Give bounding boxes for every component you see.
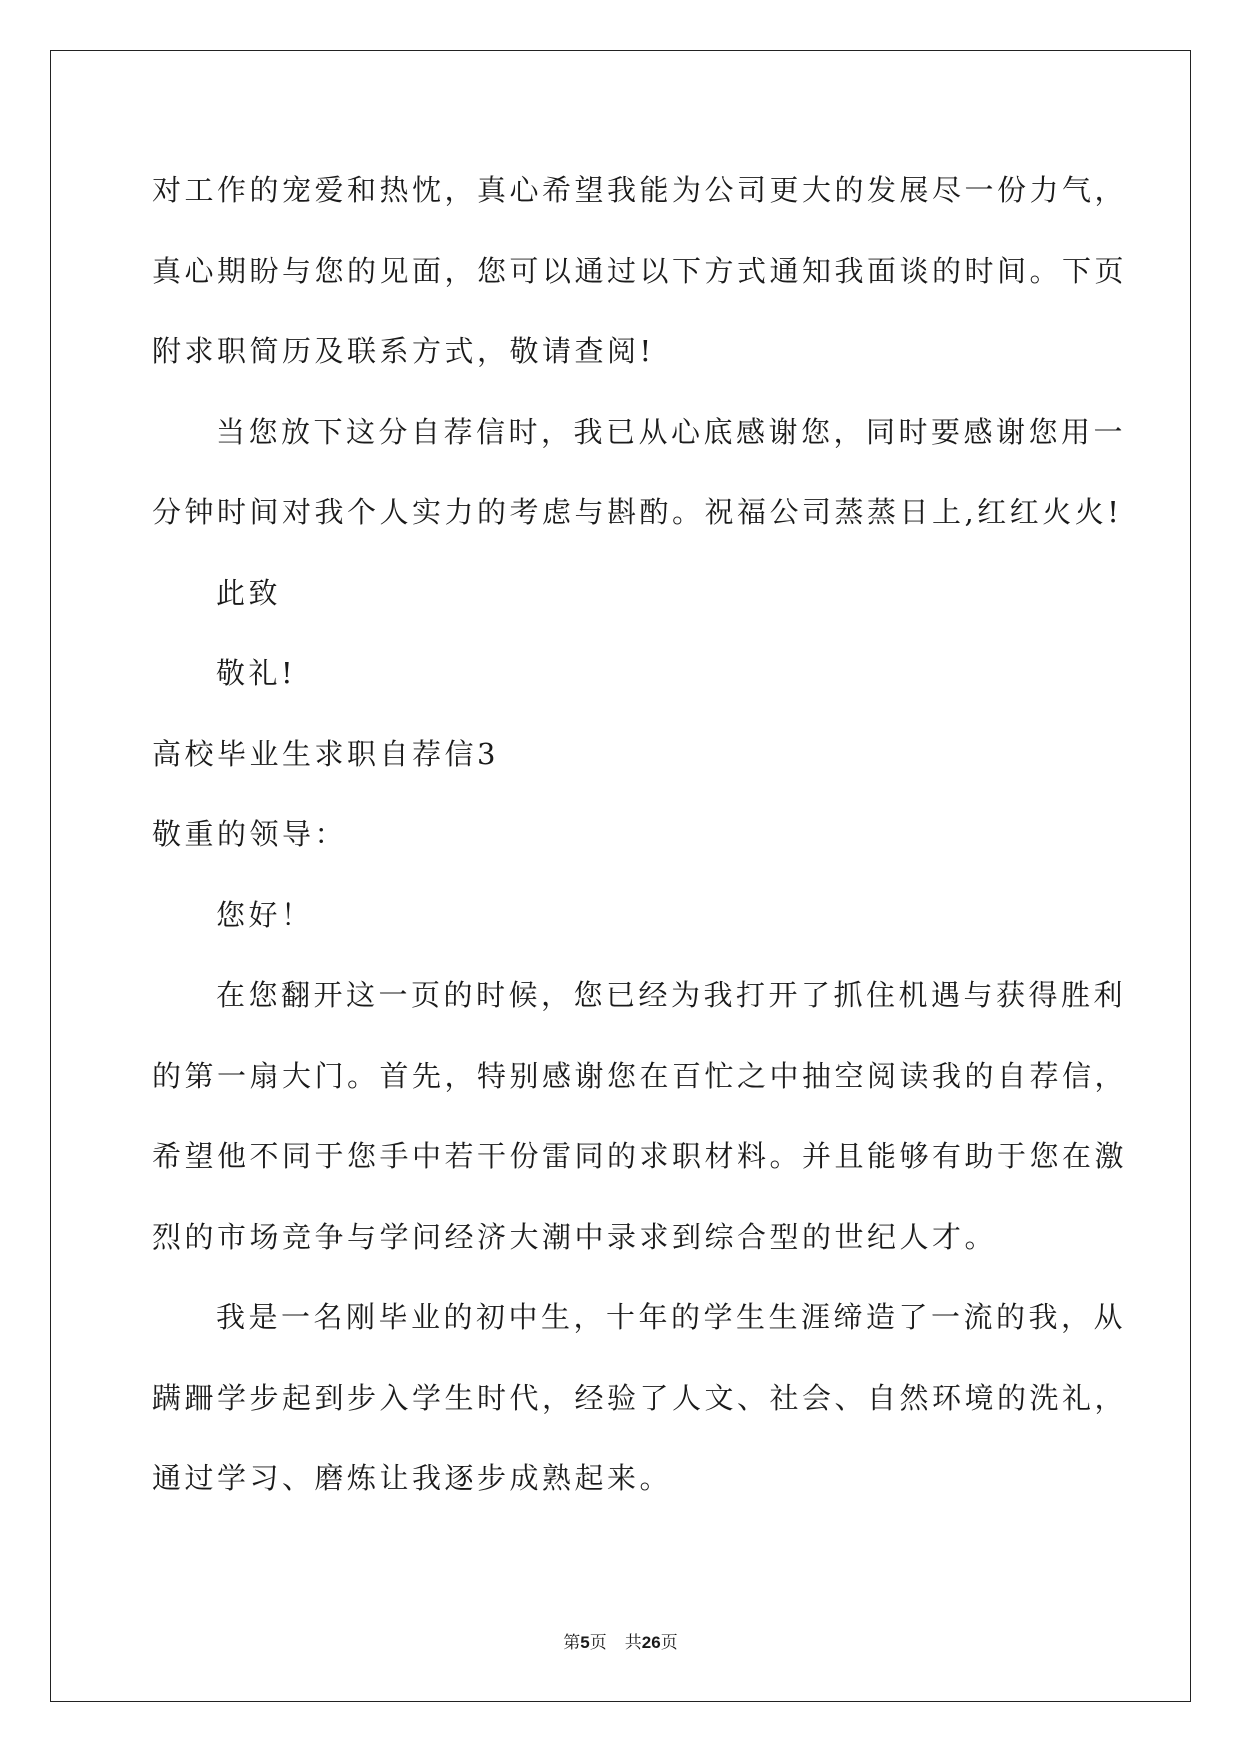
paragraph-line: 当您放下这分自荐信时，我已从心底感谢您，同时要感谢您用一: [216, 414, 1127, 449]
paragraph-line: 烈的市场竞争与学问经济大潮中录求到综合型的世纪人才。: [152, 1219, 998, 1254]
letter-hello: 您好！: [216, 897, 314, 932]
page-number: 5: [580, 1633, 590, 1652]
closing-salutation: 此致: [216, 575, 282, 610]
paragraph-line: 真心期盼与您的见面，您可以通过以下方式通知我面谈的时间。下页: [152, 253, 1128, 288]
closing-regards: 敬礼!: [216, 656, 297, 690]
total-pages: 26: [641, 1633, 661, 1652]
paragraph-line: 希望他不同于您手中若干份雷同的求职材料。并且能够有助于您在激: [152, 1139, 1128, 1173]
paragraph-line: 在您翻开这一页的时候，您已经为我打开了抓住机遇与获得胜利: [216, 978, 1127, 1012]
paragraph-line: 附求职简历及联系方式，敬请查阅!: [152, 334, 655, 368]
paragraph-line: 分钟时间对我个人实力的考虑与斟酌。祝福公司蒸蒸日上,红红火火!: [152, 495, 1123, 529]
letter-greeting: 敬重的领导：: [152, 817, 348, 851]
paragraph-line: 的第一扇大门。首先，特别感谢您在百忙之中抽空阅读我的自荐信，: [152, 1058, 1128, 1093]
paragraph-line: 对工作的宠爱和热忱，真心希望我能为公司更大的发展尽一份力气，: [152, 173, 1128, 207]
total-prefix: 共: [624, 1633, 642, 1653]
paragraph-line: 我是一名刚毕业的初中生，十年的学生生涯缔造了一流的我，从: [216, 1300, 1127, 1334]
page-footer: [0, 1633, 1241, 1653]
page-suffix: 页: [589, 1633, 607, 1653]
total-suffix: 页: [660, 1633, 678, 1653]
paragraph-line: 通过学习、磨炼让我逐步成熟起来。: [152, 1461, 673, 1495]
page-prefix: 第: [563, 1633, 581, 1653]
paragraph-line: 蹒跚学步起到步入学生时代，经验了人文、社会、自然环境的洗礼，: [152, 1380, 1128, 1415]
document-body: [152, 165, 1128, 1534]
section-title: 高校毕业生求职自荐信3: [152, 736, 499, 771]
